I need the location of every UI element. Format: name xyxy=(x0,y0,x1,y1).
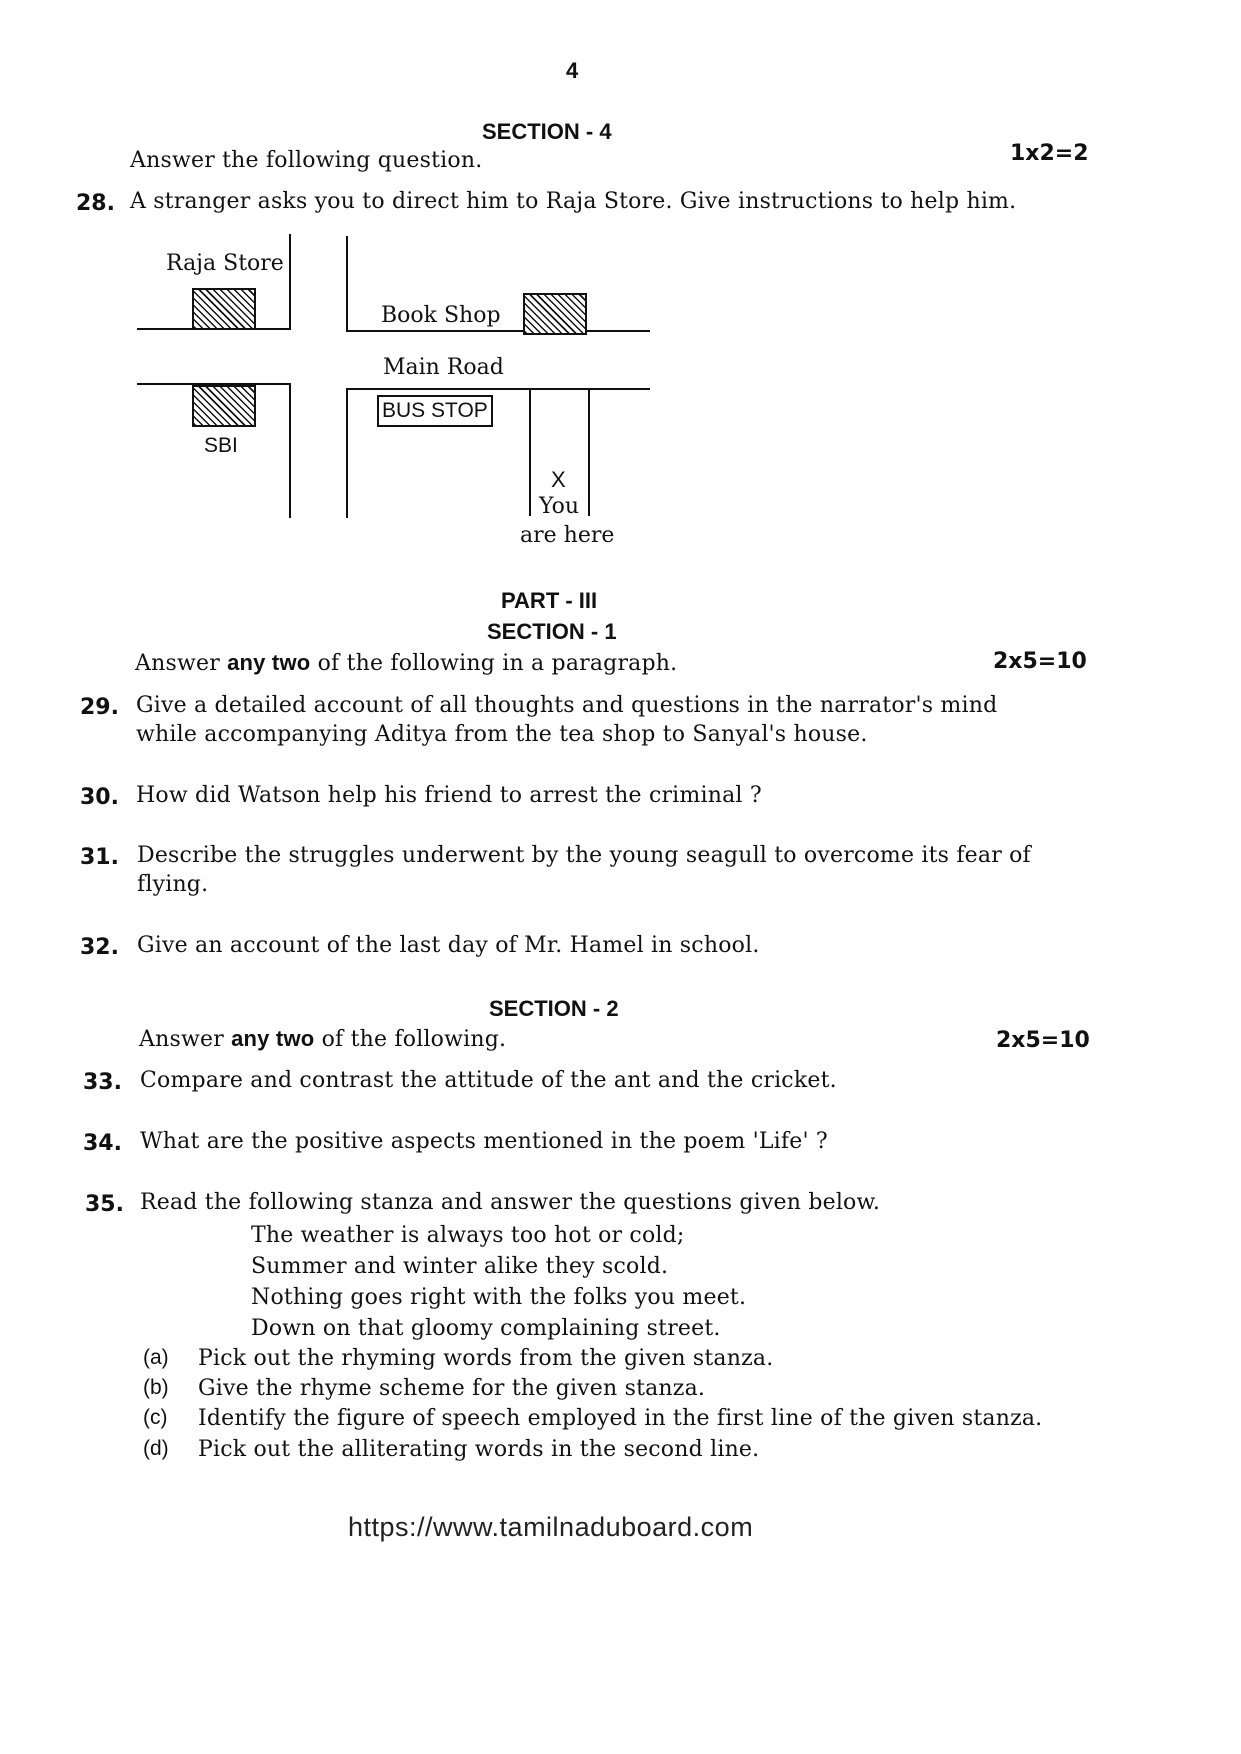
section-4-heading: SECTION - 4 xyxy=(482,119,612,144)
question-text: How did Watson help his friend to arrest the criminal ? xyxy=(136,783,762,808)
road-edge xyxy=(289,234,291,330)
question-text: What are the positive aspects mentioned in the poem 'Life' ? xyxy=(140,1129,828,1154)
section-2-heading: SECTION - 2 xyxy=(489,996,619,1021)
bus-stop-label: BUS STOP xyxy=(377,395,493,427)
question-text: while accompanying Aditya from the tea shop to Sanyal's house. xyxy=(136,722,868,747)
footer-url-link[interactable]: https://www.tamilnaduboard.com xyxy=(348,1512,754,1542)
stanza-line: Down on that gloomy complaining street. xyxy=(251,1316,721,1341)
book-shop-building-icon xyxy=(523,293,587,335)
section-1-heading: SECTION - 1 xyxy=(487,619,617,644)
section-4-instruction: Answer the following question. xyxy=(130,148,483,173)
main-road-label: Main Road xyxy=(383,355,504,380)
question-text: A stranger asks you to direct him to Raja Store. Give instructions to help him. xyxy=(130,189,1017,214)
raja-store-building-icon xyxy=(192,288,256,330)
stanza-line: Nothing goes right with the folks you meet. xyxy=(251,1285,747,1310)
question-text: Read the following stanza and answer the questions given below. xyxy=(140,1190,881,1215)
sub-question-text: Identify the figure of speech employed in the first line of the given stanza. xyxy=(198,1406,1043,1431)
sub-question-label: (c) xyxy=(143,1406,168,1429)
question-text: Give an account of the last day of Mr. Hamel in school. xyxy=(137,933,760,958)
question-number: 30. xyxy=(80,785,119,810)
section-1-marks: 2x5=10 xyxy=(993,649,1087,674)
stanza-line: Summer and winter alike they scold. xyxy=(251,1254,669,1279)
question-text: Compare and contrast the attitude of the ant and the cricket. xyxy=(140,1068,837,1093)
side-road-edge xyxy=(529,390,531,516)
section-2-instruction: Answer any two of the following. xyxy=(139,1026,507,1052)
road-edge xyxy=(346,388,348,518)
question-number: 33. xyxy=(83,1070,122,1095)
book-shop-label: Book Shop xyxy=(381,303,501,328)
question-text: Describe the struggles underwent by the young seagull to overcome its fear of xyxy=(137,843,1031,868)
road-edge xyxy=(346,330,650,332)
sub-question-label: (d) xyxy=(143,1437,169,1460)
road-edge xyxy=(346,236,348,332)
question-number: 28. xyxy=(76,191,115,216)
question-number: 32. xyxy=(80,935,119,960)
are-here-label: are here xyxy=(520,523,615,548)
question-text: flying. xyxy=(137,872,209,897)
road-edge xyxy=(346,388,650,390)
section-2-marks: 2x5=10 xyxy=(996,1028,1090,1053)
you-label: You xyxy=(539,494,580,519)
side-road-edge xyxy=(588,390,590,516)
question-text: Give a detailed account of all thoughts and questions in the narrator's mind xyxy=(136,693,998,718)
raja-store-label: Raja Store xyxy=(166,251,284,276)
sub-question-label: (a) xyxy=(143,1346,169,1369)
road-edge xyxy=(289,383,291,518)
question-number: 31. xyxy=(80,845,119,870)
sub-question-label: (b) xyxy=(143,1376,169,1399)
section-1-instruction: Answer any two of the following in a paragraph. xyxy=(135,650,678,676)
sbi-building-icon xyxy=(192,385,256,427)
section-4-marks: 1x2=2 xyxy=(1010,141,1089,166)
question-number: 35. xyxy=(85,1192,124,1217)
you-are-here-marker-icon: X xyxy=(551,467,566,492)
part-3-heading: PART - III xyxy=(501,588,598,613)
stanza-line: The weather is always too hot or cold; xyxy=(251,1223,685,1248)
sbi-label: SBI xyxy=(204,434,238,457)
sub-question-text: Pick out the alliterating words in the second line. xyxy=(198,1437,760,1462)
question-number: 29. xyxy=(80,695,119,720)
question-number: 34. xyxy=(83,1131,122,1156)
sub-question-text: Pick out the rhyming words from the given stanza. xyxy=(198,1346,774,1371)
page-number: 4 xyxy=(566,58,579,83)
sub-question-text: Give the rhyme scheme for the given stanza. xyxy=(198,1376,706,1401)
